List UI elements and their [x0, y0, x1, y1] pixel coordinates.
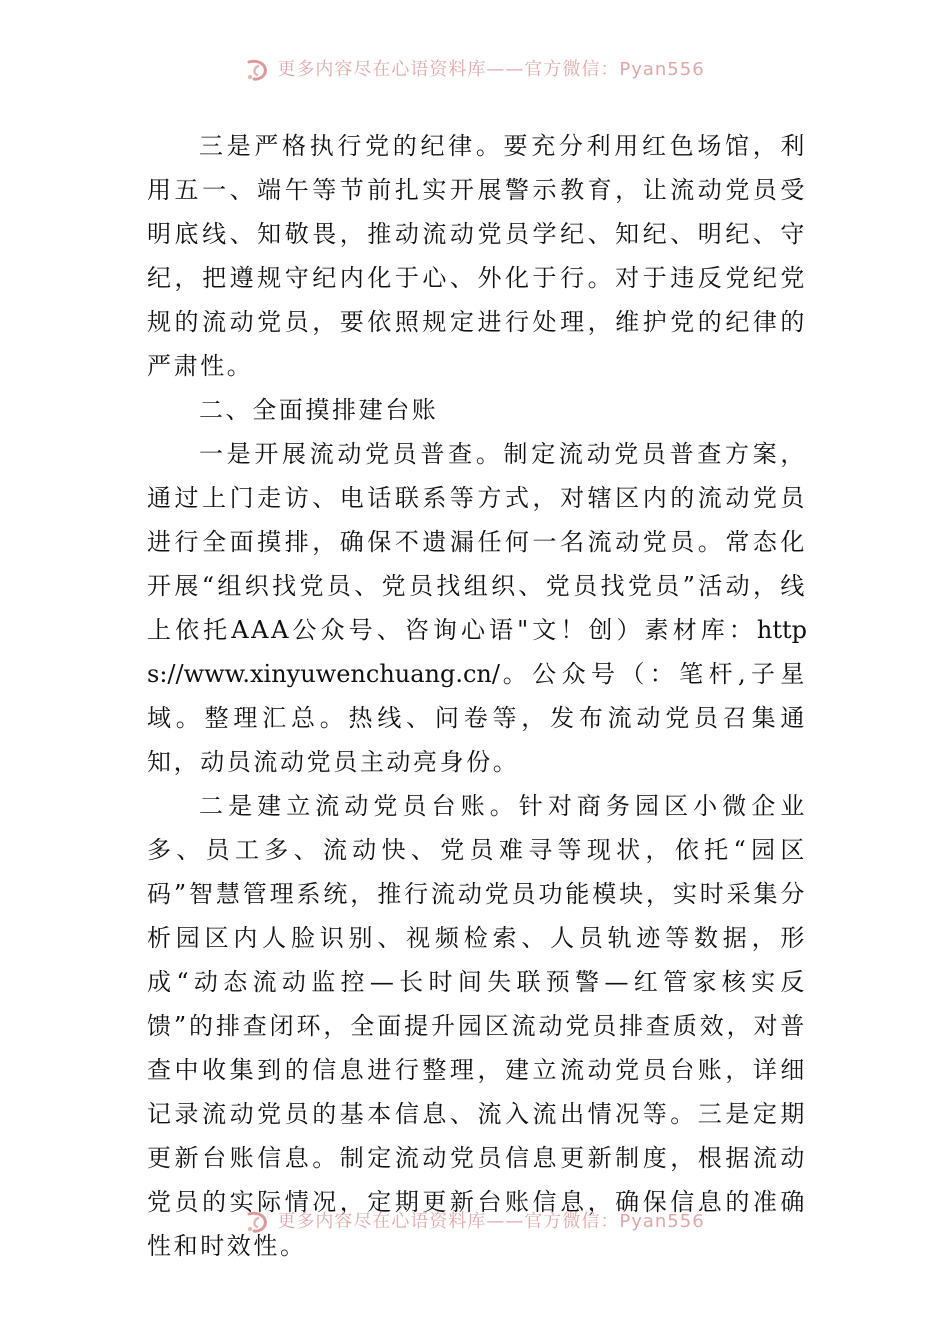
- paragraph-census-text-b: 。公众号（：笔杆,子星域。整理汇总。热线、问卷等，发布流动党员召集通知，动员流动党员主动亮身份。: [147, 660, 807, 776]
- paragraph-discipline: 三是严格执行党的纪律。要充分利用红色场馆，利用五一、端午等节前扎实开展警示教育，让流动党员受明底线、知敬畏，推动流动党员学纪、知纪、明纪、守纪，把遵规守纪内化于心、外化于行。对于违反党纪党规的流动党员，要依照规定进行处理，维护党的纪律的严肃性。: [147, 132, 807, 380]
- header-watermark: [0, 56, 950, 84]
- watermark-text: 更多内容尽在心语资料库——官方微信：Pyan556: [277, 59, 705, 80]
- document-body: [147, 124, 807, 1268]
- watermark-text: 更多内容尽在心语资料库——官方微信：Pyan556: [277, 1211, 705, 1232]
- paragraph-census-text-a: 一是开展流动党员普查。制定流动党员普查方案，通过上门走访、电话联系等方式，对辖区内的流动党员进行全面摸排，确保不遗漏任何一名流动党员。常态化开展“组织找党员、党员找组织、党员找党员”活动，线上依托AAA公众号、咨询心语"文！创）素材库：: [147, 440, 807, 644]
- footer-watermark: [0, 1208, 950, 1236]
- paragraph-ledger: 二是建立流动党员台账。针对商务园区小微企业多、员工多、流动快、党员难寻等现状，依托“园区码”智慧管理系统，推行流动党员功能模块，实时采集分析园区内人脸识别、视频检索、人员轨迹等数据，形成“动态流动监控—长时间失联预警—红管家核实反馈”的排查闭环，全面提升园区流动党员排查质效，对普查中收集到的信息进行整理，建立流动党员台账，详细记录流动党员的基本信息、流入流出情况等。三是定期更新台账信息。制定流动党员信息更新制度，根据流动党员的实际情况，定期更新台账信息，确保信息的准确性和时效性。: [147, 792, 807, 1260]
- brand-logo-icon: [245, 1210, 271, 1234]
- paragraph-census: [147, 432, 807, 784]
- brand-logo-icon: [245, 58, 271, 82]
- section-heading: 二、全面摸排建台账: [199, 396, 439, 424]
- website-url: https://www.xinyuwenchuang.cn/: [147, 616, 807, 688]
